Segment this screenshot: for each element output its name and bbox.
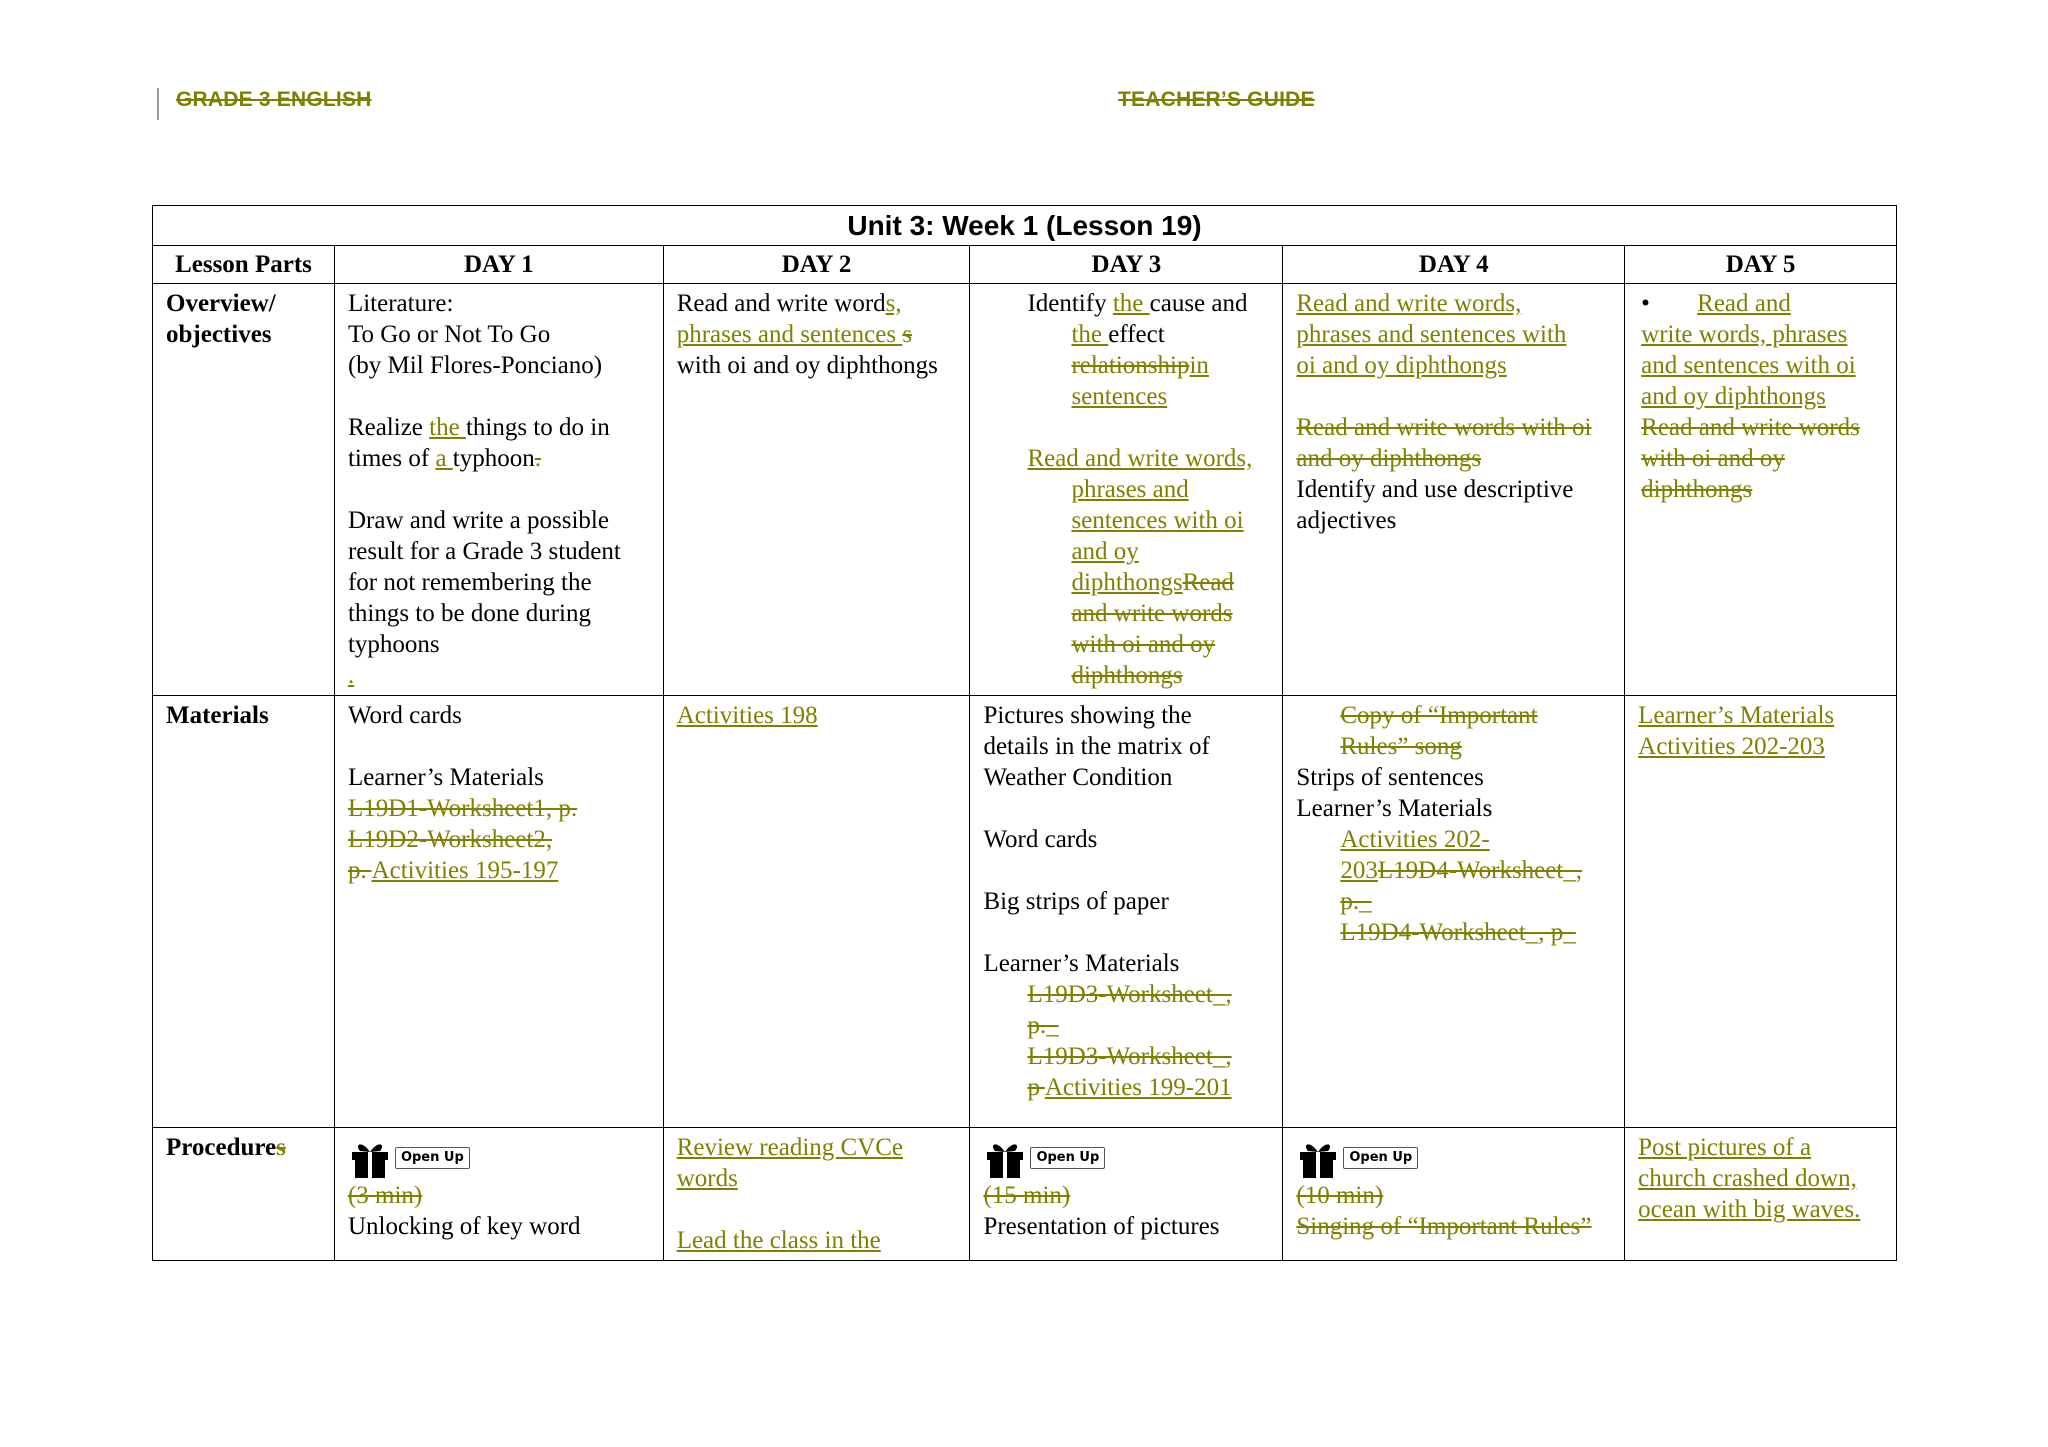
cell-overview-day5 xyxy=(1625,284,1897,696)
text-line: Learner’s Materials xyxy=(1296,795,1493,822)
deleted-text: and write words xyxy=(1071,600,1233,627)
inserted-text: sentences with oi xyxy=(1071,507,1244,534)
text-line: Identify and use descriptive xyxy=(1296,476,1574,503)
open-up-label: Open Up xyxy=(395,1147,470,1169)
cell-procedures-day3 xyxy=(970,1128,1283,1261)
cell-materials-day1 xyxy=(334,696,663,1128)
open-up-badge xyxy=(983,1136,1105,1180)
text-line: Word cards xyxy=(347,702,462,729)
inserted-text: Read and xyxy=(1697,290,1791,317)
text-line: details in the matrix of xyxy=(983,733,1210,760)
text-line xyxy=(677,288,957,319)
inserted-text: Activities 198 xyxy=(676,702,818,729)
inserted-text: phrases and sentences xyxy=(676,321,903,348)
text-line xyxy=(1027,319,1269,350)
deleted-text: (10 min) xyxy=(1296,1182,1384,1209)
column-header: DAY 1 xyxy=(334,246,663,284)
text-line: Learner’s Materials xyxy=(347,764,544,791)
inserted-text: phrases and xyxy=(1071,476,1189,503)
inserted-text: and oy diphthongs xyxy=(1641,383,1826,410)
inserted-text: Activities 202-203 xyxy=(1638,733,1825,760)
deleted-text: s xyxy=(902,321,913,348)
text-line: (by Mil Flores-Ponciano) xyxy=(347,352,603,379)
open-up-label: Open Up xyxy=(1343,1147,1418,1169)
inserted-text: Review reading CVCe xyxy=(676,1134,904,1161)
inserted-text: the xyxy=(1071,321,1109,348)
deleted-text: Singing of “Important Rules” xyxy=(1296,1213,1592,1240)
table-row xyxy=(153,1128,1897,1261)
text-line: Literature: xyxy=(347,290,454,317)
text-line: for not remembering the xyxy=(347,569,592,596)
cell-overview-day4 xyxy=(1283,284,1625,696)
inserted-text: Read and write words, xyxy=(1027,445,1253,472)
deleted-text: L19D4-Worksheet_, xyxy=(1377,857,1583,884)
bullet: • xyxy=(1641,290,1650,317)
deleted-text: (3 min) xyxy=(347,1182,423,1209)
deleted-text: Read and write words with oi xyxy=(1296,414,1592,441)
cell-procedures-day1 xyxy=(334,1128,663,1261)
inserted-text: in xyxy=(1189,352,1209,379)
text-line: Big strips of paper xyxy=(983,888,1169,915)
deleted-text: Copy of “Important xyxy=(1340,702,1538,729)
inserted-text: Activities 199-201 xyxy=(1044,1074,1232,1101)
table-title: Unit 3: Week 1 (Lesson 19) xyxy=(153,206,1897,246)
deleted-text: L19D2-Worksheet2, xyxy=(347,826,553,853)
deleted-text: p._ xyxy=(1340,888,1372,915)
row-label-line: objectives xyxy=(166,321,272,348)
inserted-text: church crashed down, xyxy=(1638,1165,1857,1192)
inserted-text: Activities 195-197 xyxy=(371,857,559,884)
column-header: DAY 5 xyxy=(1625,246,1897,284)
deleted-text: p. xyxy=(347,857,372,884)
cell-procedures-day4 xyxy=(1283,1128,1625,1261)
inserted-text: sentences xyxy=(1071,383,1168,410)
text: Identify xyxy=(1027,290,1113,317)
deleted-text: L19D3-Worksheet_, xyxy=(1027,1043,1232,1070)
column-header: Lesson Parts xyxy=(153,246,335,284)
text-line: Pictures showing the xyxy=(983,702,1192,729)
text-line: things to be done during xyxy=(347,600,591,627)
cell-procedures-day5 xyxy=(1625,1128,1897,1261)
gift-icon xyxy=(1296,1136,1340,1180)
row-label-line: Overview/ xyxy=(166,290,276,317)
cell-materials-day2 xyxy=(663,696,970,1128)
text-line xyxy=(1641,288,1883,319)
deleted-text: relationship xyxy=(1071,352,1190,379)
cell-materials-day4 xyxy=(1283,696,1625,1128)
deleted-text: and oy diphthongs xyxy=(1296,445,1482,472)
inserted-text: phrases and sentences with xyxy=(1296,321,1567,348)
inserted-text: diphthongs xyxy=(1071,569,1183,596)
column-header-row xyxy=(153,246,1897,284)
deleted-text: Read xyxy=(1182,569,1234,596)
row-label-procedures xyxy=(153,1128,335,1261)
text-line: Weather Condition xyxy=(983,764,1173,791)
text: Procedure xyxy=(166,1134,277,1161)
margin-bar xyxy=(157,88,159,120)
text-line: with oi and oy diphthongs xyxy=(676,352,938,379)
inserted-text: Read and write words, xyxy=(1296,290,1522,317)
text-line: Draw and write a possible xyxy=(347,507,609,534)
text-line: To Go or Not To Go xyxy=(347,321,551,348)
open-up-badge xyxy=(348,1136,470,1180)
cell-overview-day1 xyxy=(334,284,663,696)
cell-procedures-day2 xyxy=(663,1128,970,1261)
text: typhoon xyxy=(452,445,535,472)
deleted-text: with oi and oy xyxy=(1641,445,1785,472)
column-header: DAY 4 xyxy=(1283,246,1625,284)
text-line: typhoons xyxy=(347,631,440,658)
text: Read and write word xyxy=(676,290,886,317)
gift-icon xyxy=(348,1136,392,1180)
text: effect xyxy=(1108,321,1165,348)
table-row xyxy=(153,696,1897,1128)
inserted-text: the xyxy=(429,414,466,441)
text-line xyxy=(1296,855,1611,886)
inserted-text: ocean with big waves. xyxy=(1638,1196,1861,1223)
deleted-text: Read and write words xyxy=(1641,414,1860,441)
inserted-text: write words, phrases xyxy=(1641,321,1848,348)
inserted-text: . xyxy=(347,662,355,689)
inserted-text: a xyxy=(435,445,453,472)
deleted-text: Rules” song xyxy=(1340,733,1462,760)
column-header: DAY 2 xyxy=(663,246,970,284)
text-line xyxy=(1027,350,1269,381)
inserted-text: words xyxy=(676,1165,738,1192)
row-label-overview xyxy=(153,284,335,696)
table-row xyxy=(153,284,1897,696)
cell-overview-day3 xyxy=(970,284,1283,696)
deleted-text: with oi and oy xyxy=(1071,631,1216,658)
text-line: Unlocking of key word xyxy=(347,1213,581,1240)
text: times of xyxy=(347,445,436,472)
text: Realize xyxy=(347,414,430,441)
cell-overview-day2 xyxy=(663,284,970,696)
text-line: Presentation of pictures xyxy=(983,1213,1220,1240)
text-line: adjectives xyxy=(1296,507,1397,534)
open-up-badge xyxy=(1296,1136,1418,1180)
text-line: Word cards xyxy=(983,826,1098,853)
text: things to do in xyxy=(465,414,610,441)
text-line xyxy=(1027,567,1269,598)
header-right: TEACHER’S GUIDE xyxy=(1118,88,1315,111)
inserted-text: Post pictures of a xyxy=(1638,1134,1812,1161)
deleted-text: diphthongs xyxy=(1641,476,1753,503)
deleted-text: diphthongs xyxy=(1071,662,1183,689)
inserted-text: Learner’s Materials xyxy=(1638,702,1835,729)
row-label-materials: Materials xyxy=(153,696,335,1128)
text-line xyxy=(348,443,650,474)
inserted-text: 203 xyxy=(1340,857,1378,884)
open-up-label: Open Up xyxy=(1030,1147,1105,1169)
inserted-text: and sentences with oi xyxy=(1641,352,1856,379)
deleted-text: L19D4-Worksheet_, p_ xyxy=(1340,919,1576,946)
column-header: DAY 3 xyxy=(970,246,1283,284)
inserted-text: and oy xyxy=(1071,538,1139,565)
cell-materials-day3 xyxy=(970,696,1283,1128)
inserted-text: s, xyxy=(885,290,902,317)
inserted-text: the xyxy=(1112,290,1150,317)
inserted-text: Lead the class in the xyxy=(676,1227,881,1254)
deleted-text: L19D3-Worksheet_, xyxy=(1027,981,1232,1008)
deleted-text: p._ xyxy=(1027,1012,1059,1039)
cell-materials-day5 xyxy=(1625,696,1897,1128)
gift-icon xyxy=(983,1136,1027,1180)
deleted-text: p xyxy=(1027,1074,1045,1101)
text-line: Learner’s Materials xyxy=(983,950,1180,977)
inserted-text: Activities 202- xyxy=(1340,826,1490,853)
text-line: Strips of sentences xyxy=(1296,764,1484,791)
text: cause and xyxy=(1149,290,1248,317)
header-left: GRADE 3 ENGLISH xyxy=(176,88,372,111)
deleted-text: L19D1-Worksheet1, p. xyxy=(347,795,578,822)
text-line: result for a Grade 3 student xyxy=(347,538,621,565)
deleted-text: s xyxy=(276,1134,286,1161)
deleted-text: (15 min) xyxy=(983,1182,1071,1209)
text-line xyxy=(983,1072,1269,1103)
inserted-text: oi and oy diphthongs xyxy=(1296,352,1507,379)
deleted-text: . xyxy=(534,445,541,472)
text-line xyxy=(348,855,650,886)
text-line xyxy=(1027,288,1269,319)
text-line xyxy=(677,319,957,350)
text-line xyxy=(348,412,650,443)
lesson-plan-table xyxy=(152,205,1897,1261)
